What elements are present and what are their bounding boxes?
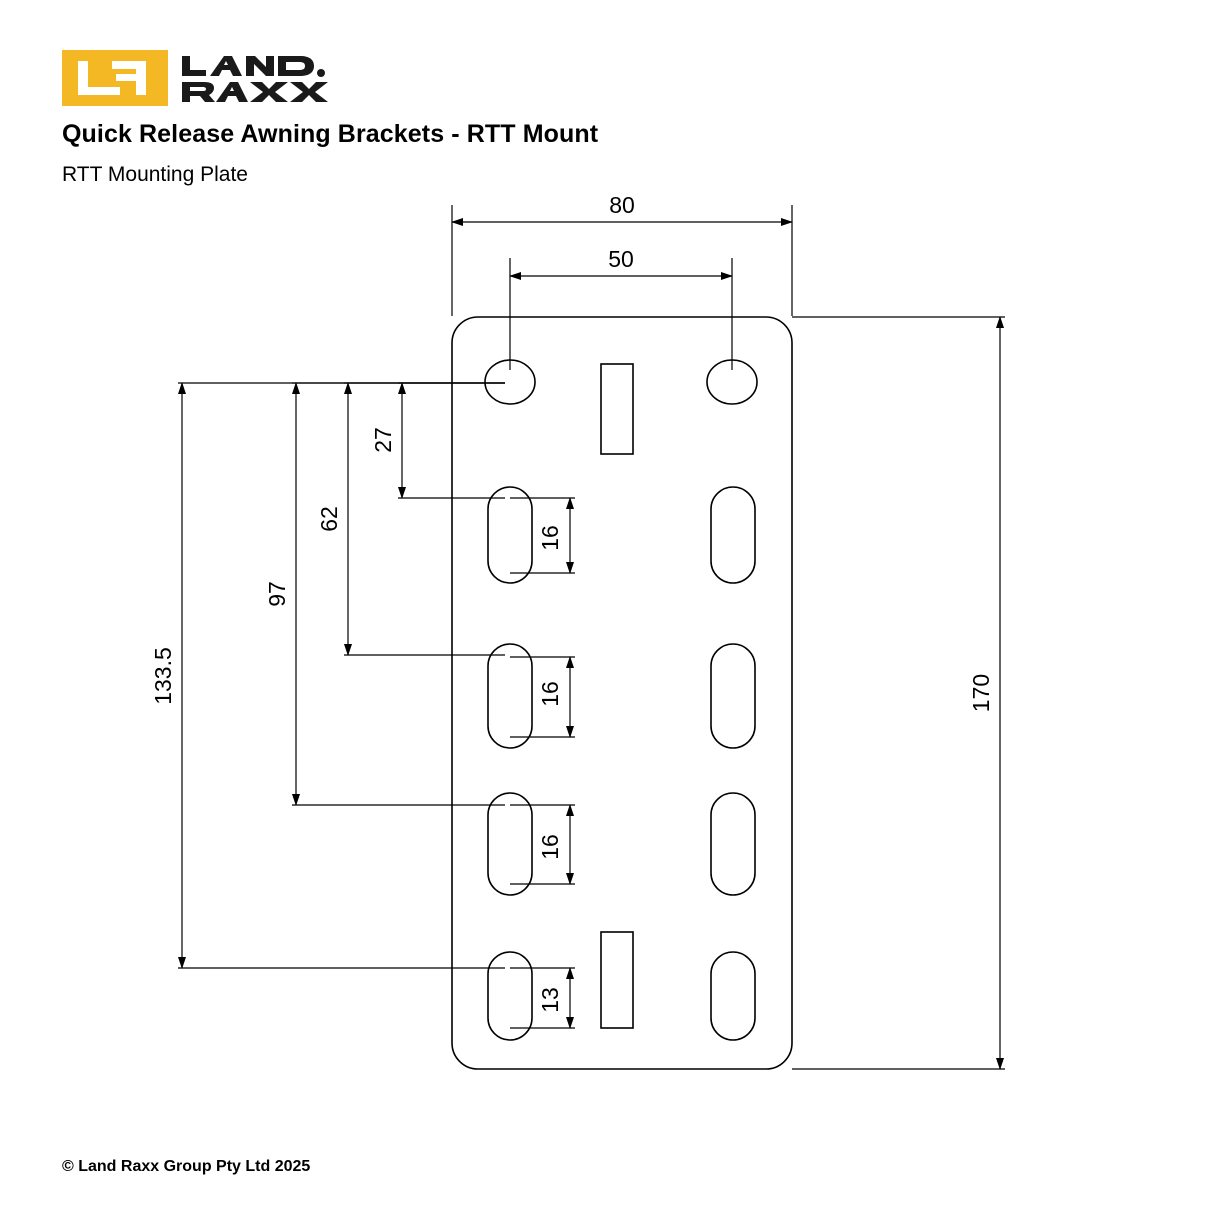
logo-mark-icon (62, 50, 168, 106)
dim-label-27: 27 (370, 427, 396, 453)
page-title: Quick Release Awning Brackets - RTT Mount (62, 120, 599, 148)
left-slot-2 (488, 644, 532, 748)
page-subtitle: RTT Mounting Plate (62, 163, 248, 186)
lr-monogram-icon (76, 59, 154, 97)
dim-label-80: 80 (609, 192, 635, 218)
dim-label-50: 50 (608, 246, 634, 272)
dim-label-133-5: 133.5 (150, 647, 176, 705)
hole-top-left (485, 360, 535, 404)
dim-label-97: 97 (264, 581, 290, 607)
logo-wordmark-icon (180, 52, 335, 104)
left-slot-4 (488, 952, 532, 1040)
dim-label-slot-4: 13 (537, 987, 563, 1013)
dim-label-slot-3: 16 (537, 834, 563, 860)
logo-wordmark (180, 52, 335, 104)
centre-slot-bottom (601, 932, 633, 1028)
dim-label-170: 170 (968, 673, 994, 713)
right-slot-2 (711, 644, 755, 748)
hole-top-right (707, 360, 757, 404)
right-slot-3 (711, 793, 755, 895)
left-slot-3 (488, 793, 532, 895)
dim-label-slot-1: 16 (537, 525, 563, 551)
centre-slot-top (601, 364, 633, 454)
brand-logo (62, 50, 332, 106)
dim-label-slot-2: 16 (537, 681, 563, 707)
left-slot-1 (488, 487, 532, 583)
footer-copyright: © Land Raxx Group Pty Ltd 2025 (62, 1158, 311, 1175)
right-slot-4 (711, 952, 755, 1040)
right-slot-1 (711, 487, 755, 583)
plate-outline (452, 317, 792, 1069)
dim-label-62: 62 (316, 506, 342, 532)
